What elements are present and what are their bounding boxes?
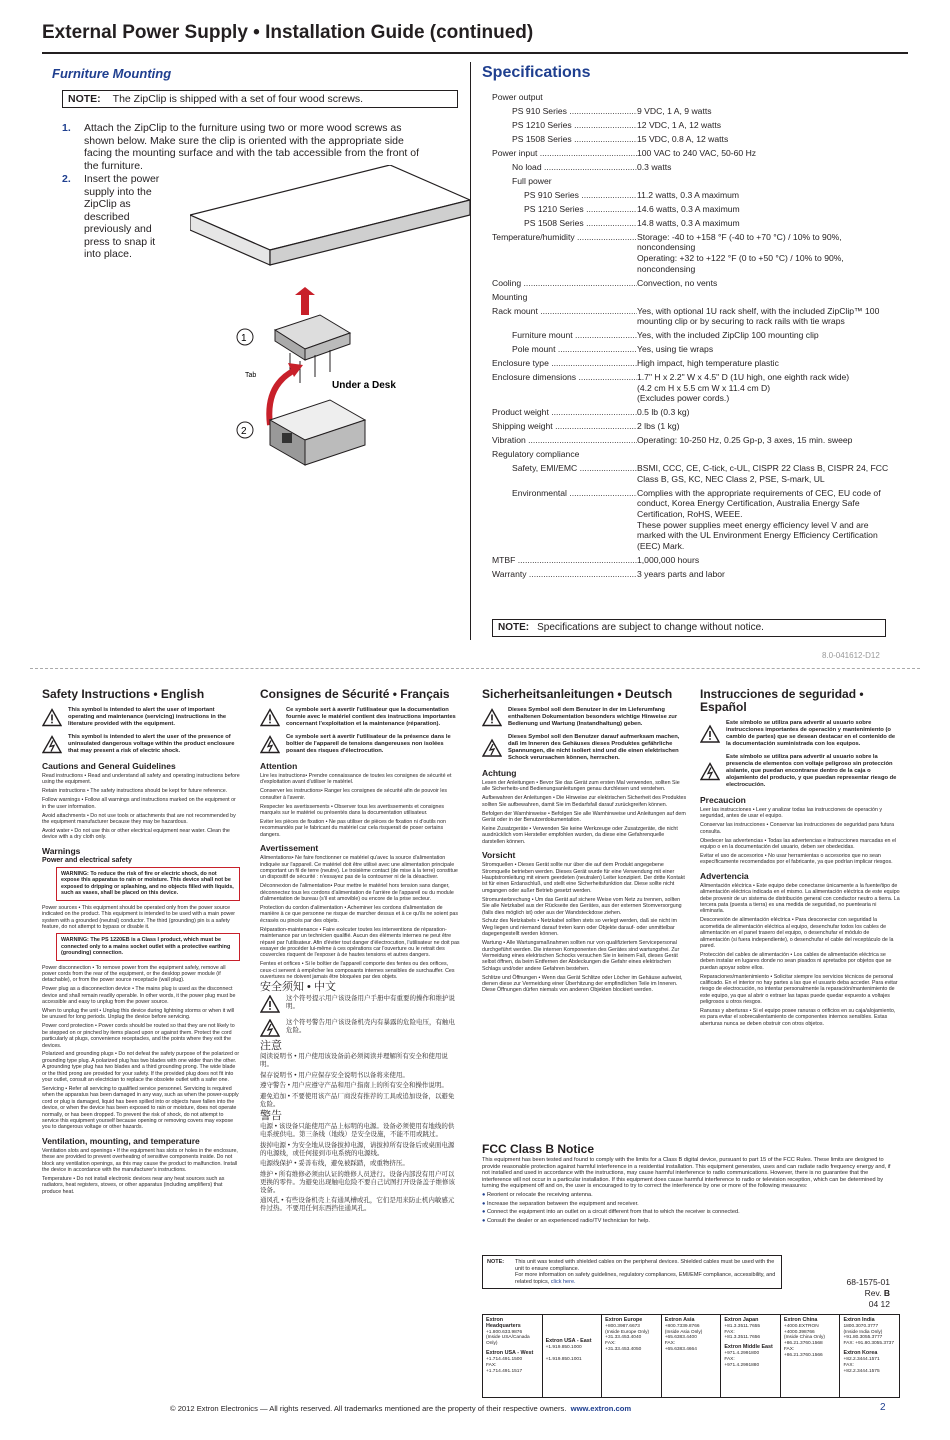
spec-row — [492, 463, 892, 484]
contact-line: (Inside China Only) — [783, 1335, 825, 1341]
contact-column — [662, 1315, 722, 1397]
spec-value: 15 VDC, 0.8 A, 12 watts — [637, 133, 729, 144]
step-text: Attach the ZipClip to the furniture using two or more wood screws as shown below. Make sure the clip is oriented with the appropriate side facing the mounting surface and with the tab accessible from the front of the furniture. — [84, 122, 420, 172]
office-name: Extron Europe — [605, 1317, 643, 1323]
contact-line: +81.3.3511.7656 — [724, 1335, 761, 1341]
paragraph: Power sources • This equipment should be operated only from the power source indicated on the product. This equipment is intended to be used with a main power system with a grounded (neutral) conductor. The third (grounding) pin is a safety feature, do not attempt to bypass or disable it. — [42, 904, 236, 930]
paragraph: Power plug as a disconnection device • The mains plug is used as the disconnect device and shall remain readily operable. In other words, it the power plug must be accessible and easy to unplug from the power source. — [42, 986, 236, 1006]
paragraph: Avoid attachments • Do not use tools or attachments that are not recommended by the equipment manufacturer because they may be hazardous. — [42, 812, 236, 825]
paragraph: Alimentación eléctrica • Este equipo debe conectarse únicamente a la fuente/tipo de alimentación eléctrica indicada en el mismo. La alimentación eléctrica de este equipo debe provenir de un sistema de distribución general con conductor neutro a tierra. La tercera pata (puesta a tierra) es una medida de seguridad, no puentearia ni eliminarla. — [700, 882, 900, 915]
spec-label: Enclosure type ..... — [492, 358, 637, 369]
contact-line: +4000.EXTRON — [783, 1323, 819, 1329]
spec-value: Convection, no vents — [637, 277, 718, 288]
electric-shock-icon — [700, 754, 720, 789]
spec-label: PS 1210 Series ..... — [492, 204, 637, 215]
office-name: Extron Korea — [843, 1349, 878, 1356]
note-label: NOTE: — [498, 622, 530, 633]
warning-text: Dieses Symbol soll den Benutzer darauf aufmerksam machen, daß im Inneren des Gehäuses dieses Produktes gefährliche Spannungen, die nicht isoliert sind und die einen elektrischen Schock verursachen können, herrschen. — [508, 734, 680, 761]
paragraph: Protection du cordon d'alimentation • Acheminer les cordons d'alimentation de manière à ce que personne ne risque de marcher dessus et à ce qu'ils ne soient pas écrasés ou pincés par des objets. — [260, 905, 458, 924]
spec-value: 0.3 watts — [637, 161, 672, 172]
spec-row — [492, 488, 892, 552]
step-text: Insert the power supply into the ZipClip as described previously and press to snap it into place. — [84, 173, 160, 260]
paragraph: Déconnexion de l'alimentation• Pour mettre le matériel hors tension sans danger, déconnectez tous les cordons d'alimentation de l'arrière de l'appareil ou du module d'alimentation de bureau (s'il est amovible) ou encore de la prise secteur. — [260, 883, 454, 903]
spec-row — [492, 292, 892, 303]
spec-value: Yes, using tie wraps — [637, 344, 714, 355]
list-item: ● Increase the separation between the equipment and receiver. — [482, 1201, 898, 1208]
spec-row — [492, 134, 892, 145]
spec-label: Power input ..... — [492, 148, 637, 159]
spec-row — [492, 148, 892, 159]
contact-line: +31.33.453.4040 — [605, 1335, 642, 1341]
fcc-note — [482, 1255, 782, 1289]
fcc-measures-list — [482, 1192, 898, 1224]
spec-label: Power output — [492, 92, 543, 102]
caution-triangle-icon — [42, 707, 62, 728]
contact-line: FAX: — [724, 1356, 735, 1362]
spec-label: Product weight ..... — [492, 407, 637, 418]
spec-value: High impact, high temperature plastic — [637, 358, 779, 369]
furniture-mounting-heading: Furniture Mounting — [52, 66, 172, 81]
spec-row — [492, 190, 892, 201]
office-name: Extron USA - East — [545, 1338, 592, 1345]
spec-label: Full power — [512, 175, 552, 186]
office-name: Extron Asia — [664, 1317, 695, 1323]
warning-text: 这个符号提示用户该设备用户手册中有重要的操作和维护说明。 — [286, 994, 455, 1010]
spec-label: MTBF ..... — [492, 555, 637, 566]
paragraph: Befolgen der Warnhinweise • Befolgen Sie alle Warnhinweise und Anleitungen auf dem Gerät oder in der Benutzerdokumentation. — [482, 810, 686, 824]
spec-row — [492, 232, 892, 274]
warnings-heading: Warnings — [42, 845, 81, 856]
spec-label: Mounting — [492, 291, 528, 302]
warning-row — [700, 754, 900, 789]
warning-row — [42, 734, 240, 755]
contact-column — [721, 1315, 781, 1397]
paragraph: Alimentations• Ne faire fonctionner ce matériel qu'avec la source d'alimentation indiquée sur l'appareil. Ce matériel doit être utilisé avec une alimentation principale comportant un fil de terre (neutre). Le troisième contact (de mise à la terre) constitue un dispositif de sécurité : n'essayez pas de la contourner ni de la désactiver. — [260, 855, 458, 881]
spec-value: Yes, with the included ZipClip 100 mounting clip — [637, 330, 819, 341]
warning-row — [42, 707, 240, 728]
electric-shock-icon — [482, 734, 502, 762]
paragraph: Keine Zusatzgeräte • Verwenden Sie keine Werkzeuge oder Zusatzgeräte, die nicht ausdrücklich vom Hersteller empfohlen wurden, da diese eine Gefahrenquelle darstellen können. — [482, 825, 678, 845]
spec-row — [492, 162, 892, 173]
contact-line: +971.4.2991800 — [724, 1351, 760, 1357]
paragraph: Stromquellen • Dieses Gerät sollte nur über die auf dem Produkt angegebene Stromquelle betrieben werden. Dieses Gerät wurde für eine Verwendung mit einer Hauptstromleitung mit einem geerdeten (neutralen) Leiter konzipiert. Der dritte Kontakt ist für einen Erdanschluß, und stellt eine Sicherheitsfunktion dar. Diese sollte nicht umgangen oder außer Betrieb gesetzt werden. — [482, 862, 685, 894]
contact-line: +800.3987.6673 — [605, 1323, 640, 1329]
contact-line: +1.714.491.1517 — [486, 1368, 523, 1374]
precaucion-heading: Precaucion — [700, 795, 746, 805]
paragraph: 遵守警告 • 用户应遵守产品和用户指南上的所有安全和操作说明。 — [260, 1082, 448, 1090]
spec-label: PS 910 Series ..... — [492, 190, 637, 201]
note-body — [515, 1259, 777, 1285]
contact-line: (Inside USA/Canada Only) — [486, 1335, 530, 1347]
contact-column — [781, 1315, 841, 1397]
specs-note — [492, 619, 886, 637]
spec-label: Safety, EMI/EMC ..... — [492, 463, 637, 484]
spec-value: 3 years parts and labor — [637, 568, 725, 579]
contact-line: +1.919.850.1001 — [545, 1356, 582, 1362]
figure-label-2: 2 — [241, 426, 247, 437]
spec-row — [492, 344, 892, 355]
specifications-table — [492, 92, 892, 583]
warning-row — [260, 734, 460, 755]
zipclip-installation-illustration — [190, 165, 470, 495]
spec-row — [492, 435, 892, 446]
list-item: ● Connect the equipment into an outlet on a circuit different from that to which the receiver is connected. — [482, 1209, 898, 1216]
note-label: NOTE: — [68, 93, 101, 105]
warning-row — [700, 720, 900, 748]
contact-line: +800.7339.8766 — [664, 1323, 700, 1329]
figure-label-1: 1 — [241, 333, 247, 344]
paragraph: Evitar el uso de accesorios • No usar herramientas o accesorios que no sean específicamente recomendados por el fabricante, ya que podrían implicar riesgos. — [700, 852, 893, 866]
warning-text: Ce symbole sert à avertir l'utilisateur de la présence dans le boîtier de l'appareil de tensions dangereuses non isolées posant des risques d'électrocution. — [286, 734, 451, 754]
list-item: ● Consult the dealer or an experienced radio/TV technician for help. — [482, 1218, 898, 1225]
paragraph: Aufbewahren der Anleitungen • Die Hinweise zur elektrischen Sicherheit des Produktes sollten Sie aufbewahren, damit Sie im Bedarfsfall darauf zurückgreifen können. — [482, 795, 687, 808]
contact-column — [602, 1315, 662, 1397]
paragraph: Retain instructions • The safety instructions should be kept for future reference. — [42, 788, 228, 795]
spec-label: Shipping weight ..... — [492, 421, 637, 432]
page-number: 2 — [880, 1402, 886, 1413]
spec-row — [492, 120, 892, 131]
spec-value: 14.8 watts, 0.3 A maximum — [637, 217, 740, 228]
spec-value: 14.6 watts, 0.3 A maximum — [637, 203, 740, 214]
achtung-heading: Achtung — [482, 768, 517, 778]
paragraph: 保存说明书 • 用户应保存安全说明书以备将来使用。 — [260, 1071, 409, 1079]
contacts-table — [482, 1314, 900, 1398]
paragraph: 电源线保护 • 妥善布线，避免被踩踏，或重物挤压。 — [260, 1160, 409, 1168]
spec-row — [492, 569, 892, 580]
warning-text: Este símbolo se utiliza para advertir al usuario sobre la presencia de elementos con voltaje peligroso sin protección aislante, que puedan encontrarse dentro de la caja o alojamiento del producto, y que puedan representar riesgo de electrocución. — [726, 754, 897, 788]
spec-row — [492, 407, 892, 418]
paragraph: Avoid water • Do not use this or other electrical equipment near water. Clean the device with a dry cloth only. — [42, 827, 230, 841]
vorsicht-heading: Vorsicht — [482, 850, 516, 861]
spec-row — [492, 449, 892, 460]
spec-label: PS 1508 Series ..... — [492, 134, 637, 145]
warning-row — [260, 1019, 460, 1037]
spec-row — [492, 555, 892, 566]
paragraph: Leer las instrucciones • Leer y analizar todas las instrucciones de operación y seguridad, antes de usar el equipo. — [700, 807, 883, 820]
paragraph: 维护 • 所有维修必须由认证的维修人员进行。设备内部没有用户可以更换的零件。为避免出现触电危险不要自己试图打开设备盖子维修该设备。 — [260, 1170, 455, 1194]
column-divider — [470, 62, 471, 640]
avertissement-heading: Avertissement — [260, 843, 319, 854]
red-warning-box: WARNING: To reduce the risk of fire or electric shock, do not expose this apparatus to rain or moisture. This device shall not be exposed to dripping or splashing, and no objects filled with liquids, such as vases, shall be placed on this device. — [56, 867, 240, 901]
paragraph: Schutz des Netzkabels • Netzkabel sollten stets so verlegt werden, daß sie nicht im Weg liegen und niemand darauf treten kann oder Objekte darauf- oder unmittelbar dagegengestellt werden können. — [482, 918, 677, 938]
ventilation-heading: Ventilation, mounting, and temperature — [42, 1135, 200, 1146]
caution-triangle-icon — [260, 707, 280, 728]
spec-row — [492, 306, 892, 327]
contact-line: +82.2.3444.1571 — [843, 1356, 880, 1362]
chinese-heading: 安全须知 • 中文 — [260, 981, 336, 994]
spec-value: Operating: 10-250 Hz, 0.25 Gp-p, 3 axes, 15 min. sweep — [637, 435, 853, 446]
contact-line: +86.21.3760.1568 — [783, 1341, 823, 1347]
spec-value: Yes, with optional 1U rack shelf, with the included ZipClip™ 100 mounting clip or by securing to rack rails with tie wraps — [637, 305, 880, 327]
fcc-body: This equipment has been tested and found to comply with the limits for a Class B digital device, pursuant to part 15 of the FCC Rules. These limits are designed to provide reasonable protection against harmful interference in a residential installation. This equipment generates, uses and can radiate radio frequency energy and, if not installed and used in accordance with the instructions, may cause harmful interference to radio communications. However, there is no guarantee that the interference will not occur in a particular installation. If this equipment does cause harmful interference to radio or television reception, which can be determined by turning the equipment off and on, the user is encouraged to try to correct the interference by one or more of the following measures: — [482, 1157, 891, 1190]
paragraph: 阅读说明书 • 用户使用该设备前必须阅读并理解所有安全和使用说明。 — [260, 1053, 448, 1069]
contact-line: (Inside India Only) — [843, 1329, 883, 1335]
spec-label: Temperature/humidity ..... — [492, 232, 637, 274]
contact-line: +31.33.453.4050 — [605, 1346, 642, 1352]
paragraph: Power disconnection • To remove power from the equipment safely, remove all power cords from the rear of the equipment, or the desktop power module (if detachable), or from the power source receptacle (wall plug). — [42, 964, 226, 984]
paragraph: Obedecer las advertencias • Todas las advertencias e instrucciones marcadas en el equipo o en la documentación del usuario, deben ser obedecidas. — [700, 837, 897, 851]
fcc-notice — [482, 1157, 898, 1226]
paragraph: Lire les instructions• Prendre connaissance de toutes les consignes de sécurité et d'exploitation avant d'utiliser le matériel. — [260, 773, 452, 786]
rev-label: Rev. — [864, 1288, 882, 1298]
paragraph: Eviter les pièces de fixation • Ne pas utiliser de pièces de fixation ni d'outils non recommandés par le fabricant du matériel car cela risquerait de poser certains dangers. — [260, 818, 447, 838]
spec-value: 2 lbs (1 kg) — [637, 421, 680, 432]
electric-shock-icon — [260, 1019, 280, 1037]
click-here-link[interactable]: click here. — [550, 1278, 576, 1285]
safety-french-chinese — [260, 688, 460, 1216]
specifications-heading: Specifications — [482, 64, 591, 81]
spec-row — [492, 421, 892, 432]
document-number: 8.0-041612-D12 — [822, 651, 880, 660]
page-title: External Power Supply • Installation Guide (continued) — [42, 22, 534, 43]
paragraph: Follow warnings • Follow all warnings and instructions marked on the equipment or in the user information. — [42, 797, 236, 810]
contact-line: FAX: — [843, 1362, 854, 1368]
spec-label: Enclosure dimensions ..... — [492, 372, 637, 404]
contact-column — [840, 1315, 899, 1397]
spec-value: 11.2 watts, 0.3 A maximum — [637, 189, 740, 200]
under-desk-caption: Under a Desk — [332, 380, 396, 391]
warning-row — [482, 707, 688, 728]
paragraph: Lesen der Anleitungen • Bevor Sie das Gerät zum ersten Mal verwenden, sollten Sie alle Sicherheits-und Bedienungsanleitungen genau durchlesen und verstehen. — [482, 780, 680, 793]
contact-column — [483, 1315, 543, 1397]
contact-line: +1.800.633.9876 — [486, 1329, 523, 1335]
spec-label: Regulatory compliance — [492, 449, 580, 460]
warning-text: Dieses Symbol soll dem Benutzer in der im Lieferumfang enthaltenen Dokumentation besonders wichtige Hinweise zur Bedienung und Wartung (Instandhaltung) geben. — [508, 707, 678, 727]
paragraph: Conservar las instrucciones • Conservar las instrucciones de seguridad para futura consulta. — [700, 822, 895, 835]
paragraph: 通风孔 • 有些设备机壳上有通风槽或孔，它们是用来防止机内敏感元件过热。不要用任何东西挡住通风孔。 — [260, 1197, 455, 1213]
english-heading: Safety Instructions • English — [42, 687, 205, 701]
spec-row — [492, 330, 892, 341]
safety-german — [482, 688, 688, 996]
spec-value: 0.5 lb (0.3 kg) — [637, 407, 690, 418]
contact-line: (Inside Europe Only) — [605, 1329, 650, 1335]
spec-row — [492, 278, 892, 289]
step-number: 1. — [62, 122, 71, 134]
advertencia-heading: Advertencia — [700, 870, 749, 881]
contact-line: FAX: — [486, 1362, 497, 1368]
contact-line: +1.714.491.1500 — [486, 1356, 523, 1362]
copyright: © 2012 Extron Electronics — All rights reserved. All trademarks mentioned are the property of their respective owners. — [170, 1404, 567, 1413]
office-name: Extron Headquarters — [486, 1317, 521, 1329]
office-name: Extron China — [783, 1317, 818, 1323]
spec-value: 9 VDC, 1 A, 9 watts — [637, 105, 712, 116]
contact-line: 1800.3070.3777 — [843, 1323, 879, 1329]
step-number: 2. — [62, 173, 71, 185]
spec-row — [492, 358, 892, 369]
paragraph: Servicing • Refer all servicing to qualified service personnel. Servicing is required when the apparatus has been damaged in any way, such as when the power-supply cord or plug is damaged, liquid has been spilled into or objects have fallen into the device, or when the device has been exposed to rain or moisture, does not operate normally, or has been dropped. To prevent the risk of shock, do not attempt to service this equipment yourself because opening or removing covers may expose you to dangerous voltage or other hazards. — [42, 1085, 239, 1131]
chinese-note-heading: 注意 — [260, 1039, 282, 1052]
office-name: Extron Japan — [724, 1317, 759, 1323]
spec-row — [492, 372, 892, 404]
paragraph: Fentes et orifices • Si le boîtier de l'appareil comporte des fentes ou des orifices, ceux-ci servent à empêcher les composants internes sensibles de surchauffer. Ces ouvertures ne doivent jamais être bloquées par des objets. — [260, 961, 455, 981]
spec-row — [492, 92, 892, 103]
revision-block — [830, 1277, 890, 1310]
spec-label: Warranty ..... — [492, 569, 637, 580]
spec-value — [637, 292, 892, 303]
spec-row — [492, 106, 892, 117]
paragraph: Reparaciones/mantenimiento • Solicitar siempre los servicios técnicos de personal calificado. En el interior no hay partes a las que el usuario deba acceder. Para evitar riesgo de electrocución, no intentar personalmente la reparación/mantenimiento de este equipo, ya que al abrir o extraer las tapas puede quedar expuesto a voltajes peligrosos u otros riesgos. — [700, 973, 898, 1006]
revision-date: 04 12 — [868, 1299, 890, 1309]
caution-triangle-icon — [260, 995, 280, 1013]
paragraph: Desconexión de alimentación eléctrica • Para desconectar con seguridad la acometida de alimentación eléctrica al equipo, desenchufar todos los cables de alimentación en el panel trasero del equipo, o desenchufar el módulo de alimentación (si fuera independiente), o desenchufar el cable del receptáculo de la pared. — [700, 917, 894, 949]
attention-heading: Attention — [260, 761, 298, 771]
tab-label: Tab — [245, 372, 257, 379]
warning-row — [260, 995, 460, 1013]
spec-label: No load ..... — [492, 162, 637, 173]
red-warning-box: WARNING: The PS 1220EB is a Class I product, which must be connected only to a mains socket outlet with a protective earthing (grounding) connection. — [56, 933, 240, 960]
contact-line: +81.3.3511.7655 — [724, 1323, 761, 1329]
french-heading: Consignes de Sécurité • Français — [260, 687, 450, 701]
part-number: 68-1575-01 — [846, 1277, 890, 1287]
spec-value: Complies with the appropriate requirements of CEC, EU code of conduct, Korea Energy Certification, Australia Energy Safe Certification, RoHS, WEEE. These power supplies meet energy efficiency level V and are marked with the UL Environment Energy Efficiency Certification (EEC) Mark. — [637, 487, 881, 551]
paragraph: Stromunterbrechung • Um das Gerät auf sichere Weise vom Netz zu trennen, sollten Sie alle Netzkabel aus der Rückseite des Gerätes, aus der externen Stomversorgung (falls dies möglich ist) oder aus der Wandsteckdose ziehen. — [482, 896, 682, 916]
spec-row — [492, 218, 892, 229]
safety-spanish — [700, 688, 900, 1030]
paragraph: 拔掉电源 • 为安全地从设备拔掉电源，请拔掉所有设备后或桌面电源的电源线，或任何接到市电系统的电源线。 — [260, 1141, 455, 1157]
paragraph: Respecter les avertissements • Observer tous les avertissements et consignes marqués sur le matériel ou présentés dans la documentation utilisateur. — [260, 803, 445, 817]
contact-line: FAX: — [724, 1329, 735, 1335]
fold-line — [30, 668, 920, 669]
note-label: NOTE: — [487, 1259, 505, 1265]
warning-text: Ce symbole sert à avertir l'utilisateur que la documentation fournie avec le matériel contient des instructions importantes concernant l'exploitation et la maintenance (réparation). — [286, 707, 456, 727]
contact-line: (Inside Asia Only) — [664, 1329, 703, 1335]
contact-line: +4000.398766 — [783, 1329, 815, 1335]
note-text: This unit was tested with shielded cables on the peripheral devices. Shielded cables must be used with the unit to ensure compliance. — [515, 1259, 775, 1272]
warning-text: This symbol is intended to alert the user of important operating and maintenance (servicing) instructions in the literature provided with the equipment. — [68, 707, 227, 727]
footer — [170, 1404, 631, 1413]
zipclip-note — [62, 90, 458, 108]
title-rule — [42, 52, 908, 54]
warning-text: This symbol is intended to alert the user of the presence of uninsulated dangerous voltage within the product enclosure that may present a risk of electric shock. — [68, 734, 235, 754]
chinese-warning-heading: 警告 — [260, 1109, 282, 1122]
note-text: The ZipClip is shipped with a set of four wood screws. — [112, 93, 364, 105]
rev-value: B — [883, 1288, 890, 1298]
paragraph: Wartung • Alle Wartungsmaßnahmen sollten nur von qualifiziertem Servicepersonal durchgeführt werden. Die internen Komponenten des Gerätes sind wartungsfrei. Zur Vermeidung eines elektrischen Schocks versuchen Sie in keinem Fall, dieses Gerät selbst öffnen, da beim Entfernen der Abdeckungen die Gefahr eines elektrischen Schlags und/oder andere Gefahren bestehen. — [482, 940, 680, 972]
list-item: ● Reorient or relocate the receiving antenna. — [482, 1192, 898, 1199]
contact-line: FAX: +91.80.3055.3737 — [843, 1341, 895, 1347]
contact-line: FAX: — [664, 1341, 676, 1347]
contact-line: +65.6383.4400 — [664, 1335, 697, 1341]
warning-text: 这个符号警告用户该设备机壳内有暴露的危险电压，有触电危险。 — [286, 1018, 455, 1034]
contact-line: +82.2.3444.1575 — [843, 1368, 880, 1374]
spec-value: Storage: -40 to +158 °F (-40 to +70 °C) / 10% to 90%, noncondensing Operating: +32 to +122 °F (0 to +50 °C) / 10% to 90%, noncondensing — [637, 231, 844, 274]
spec-value: 12 VDC, 1 A, 12 watts — [637, 119, 722, 130]
electric-shock-icon — [260, 734, 280, 755]
contact-line: +65.6383.4664 — [664, 1346, 697, 1352]
note-text-2: For more information on safety guidelines, regulatory compliances, EMI/EMF compliance, accessibility, and related topics, — [515, 1272, 776, 1285]
spec-value — [637, 92, 892, 103]
note-text: Specifications are subject to change without notice. — [537, 622, 764, 633]
contact-line: +971.4.2991880 — [724, 1362, 760, 1368]
contact-line: +86.21.3760.1566 — [783, 1352, 823, 1358]
spec-label: Furniture mount ..... — [492, 330, 637, 341]
spec-row — [492, 176, 892, 187]
contact-line: +1.919.850.1000 — [545, 1345, 582, 1351]
contact-line: FAX: — [783, 1346, 795, 1352]
paragraph: Read instructions • Read and understand all safety and operating instructions before using the equipment. — [42, 773, 240, 786]
spec-label: PS 910 Series ..... — [492, 106, 637, 117]
paragraph: Schlitze und Öffnungen • Wenn das Gerät Schlitze oder Löcher im Gehäuse aufweist, dienen diese zur Vermeidung einer Überhitzung der empfindlichen Teile im Inneren. Diese Öffnungen dürfen niemals von anderen Objekten blockiert werden. — [482, 974, 683, 994]
paragraph: 避免追加 • 不要使用该产品厂商没有推荐的工具或追加设备，以避免危险。 — [260, 1092, 455, 1108]
power-supply-part — [270, 400, 365, 465]
warning-row — [260, 707, 460, 728]
spec-value — [637, 176, 892, 187]
office-name: Extron India — [843, 1317, 875, 1323]
power-safety-heading: Power and electrical safety — [42, 856, 132, 864]
spec-label: PS 1508 Series ..... — [492, 218, 637, 229]
spec-value: 100 VAC to 240 VAC, 50-60 Hz — [637, 147, 757, 158]
spec-value: 1.7" H x 2.2" W x 4.5" D (1U high, one eighth rack wide) (4.2 cm H x 5.5 cm W x 11.4 cm D) (Excludes power cords.) — [637, 372, 850, 404]
safety-english — [42, 688, 240, 1198]
spec-label: Cooling ..... — [492, 278, 637, 289]
cautions-heading: Cautions and General Guidelines — [42, 761, 176, 771]
german-heading: Sicherheitsanleitungen • Deutsch — [482, 687, 673, 701]
warning-text: Este símbolo se utiliza para advertir al usuario sobre instrucciones importantes de operación y mantenimiento (o cambio de partes) que se desean destacar en el contenido de la documentación suministrada con los equipos. — [726, 720, 896, 747]
spec-label: Vibration ..... — [492, 435, 637, 446]
spec-label: PS 1210 Series ..... — [492, 120, 637, 131]
paragraph: Ranuras y aberturas • Si el equipo posee ranuras o orificios en su caja/alojamiento, es para evitar el sobrecalientamiento de componentes internos sensibles. Estas aberturas nunca se deben obstruir con otros objetos. — [700, 1008, 896, 1027]
office-name: Extron USA - West — [486, 1349, 534, 1356]
spec-value: BSMI, CCC, CE, C-tick, c-UL, CISPR 22 Class B, CISPR 24, FCC Class B, GS, KC, NEC Class 2, PSE, S-mark, UL — [637, 463, 889, 484]
paragraph: Temperature • Do not install electronic devices near any heat sources such as radiators, heat registers, stoves, or other apparatus (including amplifiers) that produce heat. — [42, 1175, 225, 1195]
paragraph: Protección del cables de alimentación • Los cables de alimentación eléctrica se deben instalar en lugares donde no sean pisados ni apretados por objetos que se puedan apoyar sobre ellos. — [700, 951, 892, 971]
spec-label: Environmental ..... — [492, 488, 637, 552]
spec-label: Rack mount ..... — [492, 306, 637, 327]
caution-triangle-icon — [700, 720, 720, 748]
paragraph: Conserver les instructions• Ranger les consignes de sécurité afin de pouvoir les consulter à l'avenir. — [260, 788, 448, 801]
spec-row — [492, 204, 892, 215]
paragraph: Power cord protection • Power cords should be routed so that they are not likely to be stepped on or pinched by items placed upon or against them. Protect the cord particularly at plugs, convenience receptacles, and the points where they exit the devices. — [42, 1023, 235, 1049]
spec-label: Pole mount ..... — [492, 344, 637, 355]
contact-line: FAX: — [605, 1341, 616, 1347]
warning-row — [482, 734, 688, 762]
paragraph: Polarized and grounding plugs • Do not defeat the safety purpose of the polarized or grounding type plug. A polarized plug has two blades with one wider than the other. A grounding type plug has two blades and a third grounding prong. The wide blade or the third prong are provided for your safety. If the provided plug does not fit into your outlet, consult an electrician to replace the obsolete outlet with a safer one. — [42, 1051, 240, 1084]
spec-value — [637, 449, 892, 460]
fcc-heading: FCC Class B Notice — [482, 1142, 595, 1156]
spanish-heading: Instrucciones de seguridad • Español — [700, 687, 864, 714]
caution-triangle-icon — [482, 707, 502, 728]
office-name: Extron Middle East — [724, 1344, 773, 1351]
contact-line: +91.80.3055.3777 — [843, 1335, 883, 1341]
paragraph: When to unplug the unit • Unplug this device during lightning storms or when it will be unused for long periods. Unplug the device before servicing. — [42, 1007, 235, 1021]
electric-shock-icon — [42, 734, 62, 755]
zipclip-part — [275, 315, 350, 360]
spec-value: 1,000,000 hours — [637, 554, 700, 565]
paragraph: 电源 • 该设备只能使用产品上标明的电源。设备必须使用有地线的供电系统供电。第三条线（地线）是安全设施，不能不用或跳过。 — [260, 1123, 455, 1139]
paragraph: Réparation-maintenance • Faire exécuter toutes les interventions de réparation-maintenance par un technicien qualifié. Aucun des éléments internes ne peut être réparé par l'utilisateur. Afin d'éviter tout danger d'électrocution, l'utilisateur ne doit pas essayer de procéder lui-même à ces opérations car l'ouverture ou le retrait des couvercles risquent de l'exposer à de hautes tensions et autres dangers. — [260, 926, 460, 959]
paragraph: Ventilation slots and openings • If the equipment has slots or holes in the enclosure, these are provided to prevent overheating of sensitive components inside. Do not block any ventilation openings, as this may cause the product to malfunction. Install the device in accordance with the manufacturer's instructions. — [42, 1147, 238, 1173]
website-link[interactable]: www.extron.com — [570, 1404, 632, 1413]
contact-column — [543, 1315, 603, 1397]
